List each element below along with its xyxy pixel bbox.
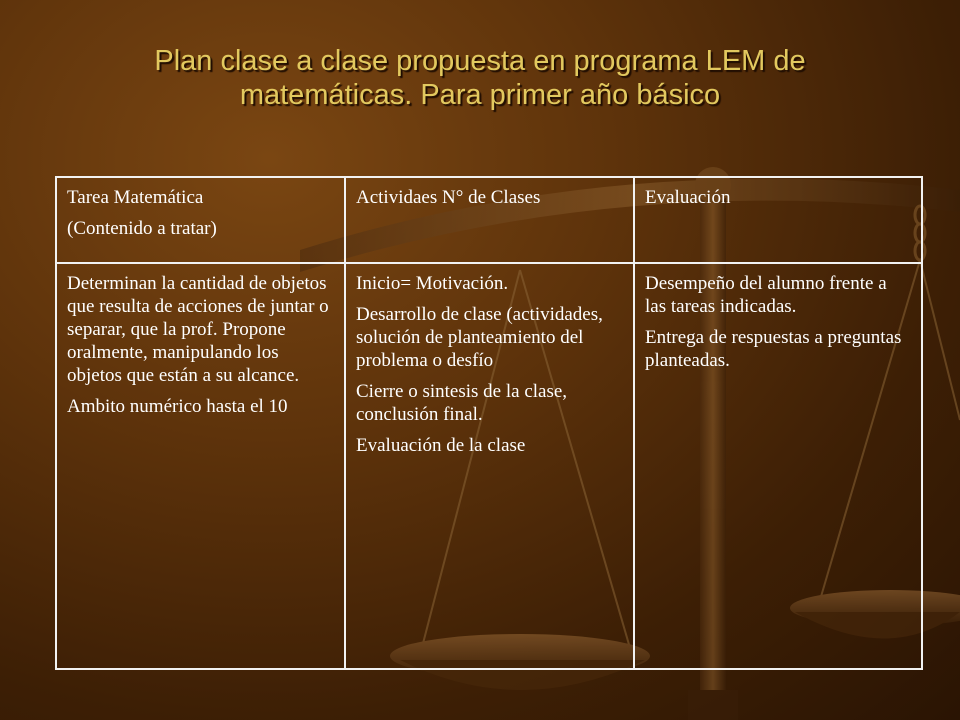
- lesson-plan-table: [55, 176, 923, 670]
- cell-tarea-content: [56, 263, 345, 669]
- header-text: (Contenido a tratar): [67, 218, 217, 239]
- header-cell-actividades: [345, 177, 634, 263]
- slide-title-line-2: matemáticas. Para primer año básico: [239, 79, 721, 111]
- cell-paragraph: Inicio= Motivación.: [356, 273, 509, 294]
- cell-actividades-content: [345, 263, 634, 669]
- header-text: Actividaes N° de Clases: [356, 187, 541, 208]
- header-cell-evaluacion: [634, 177, 922, 263]
- cell-paragraph: Ambito numérico hasta el 10: [67, 396, 288, 417]
- header-text: Evaluación: [645, 187, 731, 208]
- header-cell-tarea: [56, 177, 345, 263]
- cell-paragraph: Determinan la cantidad de objetos que resulta de acciones de juntar o separar, que la prof. Propone oralmente, manipulando los objetos que están a su alcance.: [67, 273, 329, 386]
- slide-title: [60, 44, 900, 112]
- header-text: Tarea Matemática: [67, 187, 204, 208]
- cell-evaluacion-content: [634, 263, 922, 669]
- slide-title-line-1: Plan clase a clase propuesta en programa LEM de: [154, 45, 806, 77]
- table-row: [56, 263, 922, 669]
- cell-paragraph: Cierre o sintesis de la clase, conclusión final.: [356, 381, 568, 425]
- table-header-row: [56, 177, 922, 263]
- cell-paragraph: Desarrollo de clase (actividades, solución de planteamiento del problema o desfío: [356, 304, 603, 371]
- cell-paragraph: Evaluación de la clase: [356, 435, 526, 456]
- cell-paragraph: Desempeño del alumno frente a las tareas indicadas.: [645, 273, 887, 317]
- cell-paragraph: Entrega de respuestas a preguntas planteadas.: [645, 327, 902, 371]
